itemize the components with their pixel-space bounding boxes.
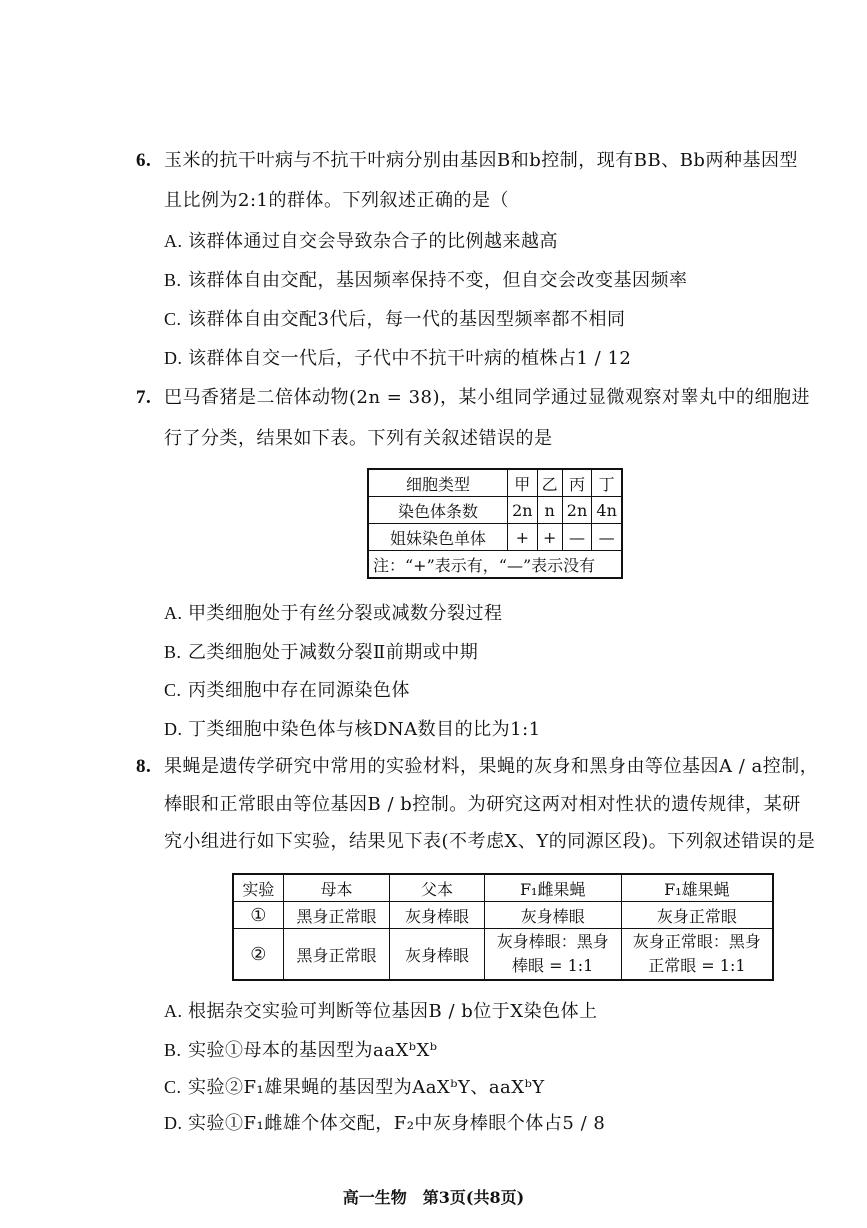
q7-number: 7. [136, 387, 152, 408]
q7-stem-line1: 7. 巴马香猪是二倍体动物(2n = 38)，某小组同学通过显微观察对睾丸中的细胞进 [136, 385, 810, 411]
q8-option-c: C. 实验②F₁雄果蝇的基因型为AaXᵇY、aaXᵇY [164, 1077, 545, 1098]
q6-stem-text1: 玉米的抗干叶病与不抗干叶病分别由基因B和b控制，现有BB、Bb两种基因型 [164, 150, 798, 171]
q6-option-d: D. 该群体自交一代后，子代中不抗干叶病的植株占1 / 12 [164, 348, 632, 369]
q8-option-b: B. 实验①母本的基因型为aaXᵇXᵇ [164, 1040, 438, 1061]
page-footer: 高一生物 第3页(共8页) [342, 1188, 525, 1207]
q6-stem-line2: 且比例为2:1的群体。下列叙述正确的是（ [164, 190, 509, 211]
q8-number: 8. [136, 756, 152, 777]
q8-table [232, 873, 774, 981]
q6-stem-line1 [136, 148, 798, 174]
q6-number: 6. [136, 150, 152, 171]
q8-option-d: D. 实验①F₁雌雄个体交配，F₂中灰身棒眼个体占5 / 8 [164, 1113, 606, 1134]
q7-stem-line2: 行了分类，结果如下表。下列有关叙述错误的是 [164, 428, 553, 449]
q7-option-b: B. 乙类细胞处于减数分裂Ⅱ前期或中期 [164, 642, 479, 663]
q6-option-b: B. 该群体自由交配，基因频率保持不变，但自交会改变基因频率 [164, 270, 688, 291]
table-row: 染色体条数 2n n 2n 4n [368, 497, 622, 524]
q7-table [367, 468, 623, 579]
q8-stem-line3: 究小组进行如下实验，结果见下表(不考虑X、Y的同源区段)。下列叙述错误的是 [164, 831, 816, 852]
q7-option-d: D. 丁类细胞中染色体与核DNA数目的比为1:1 [164, 719, 541, 740]
q8-option-a: A. 根据杂交实验可判断等位基因B / b位于X染色体上 [164, 1001, 598, 1022]
q8-stem-line1: 8. 果蝇是遗传学研究中常用的实验材料，果蝇的灰身和黑身由等位基因A / a控制， [136, 754, 818, 780]
table-row: ① 黑身正常眼 灰身棒眼 灰身棒眼 灰身正常眼 [233, 902, 773, 929]
table-row: 姐妹染色单体 + + — — [368, 524, 622, 551]
q7-option-c: C. 丙类细胞中存在同源染色体 [164, 680, 410, 701]
table-row: ② 黑身正常眼 灰身棒眼 灰身棒眼：黑身 棒眼 = 1:1 灰身正常眼：黑身 正常眼 = 1:1 [233, 929, 773, 981]
table-note-row: 注：“+”表示有，“—”表示没有 [368, 551, 622, 579]
q6-option-a: A. 该群体通过自交会导致杂合子的比例越来越高 [164, 231, 558, 252]
q8-stem-line2: 棒眼和正常眼由等位基因B / b控制。为研究这两对相对性状的遗传规律，某研 [164, 794, 801, 815]
q6-option-c: C. 该群体自由交配3代后，每一代的基因型频率都不相同 [164, 309, 626, 330]
table-row: 细胞类型 甲 乙 丙 丁 [368, 469, 622, 497]
q7-option-a: A. 甲类细胞处于有丝分裂或减数分裂过程 [164, 603, 503, 624]
table-row: 实验 母本 父本 F₁雌果蝇 F₁雄果蝇 [233, 874, 773, 902]
